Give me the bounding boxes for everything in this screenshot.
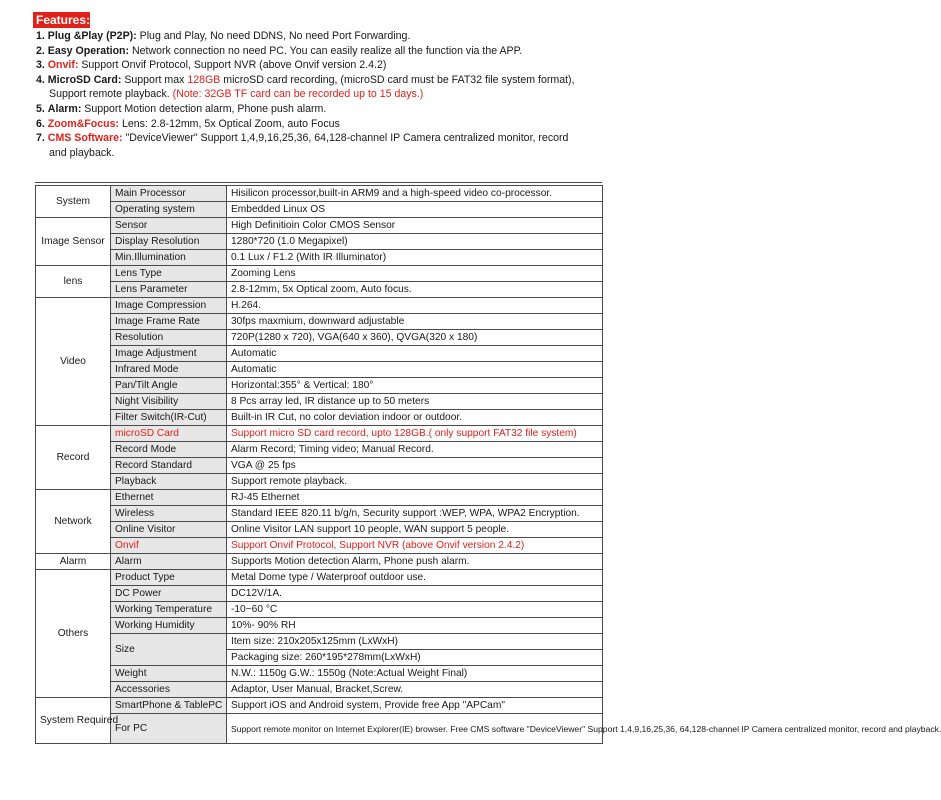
table-row <box>36 538 603 554</box>
feature-title: CMS Software: <box>47 132 123 145</box>
table-row <box>36 698 603 714</box>
spec-value: Support iOS and Android system, Provide free App "APCam" <box>227 698 603 714</box>
spec-value: Support micro SD card record, upto 128GB.( only support FAT32 file system) <box>227 426 603 442</box>
feature-text: Support Motion detection alarm, Phone push alarm. <box>81 102 327 115</box>
spec-value: N.W.: 1150g G.W.: 1550g (Note:Actual Weight Final) <box>227 666 603 682</box>
spec-value: Packaging size: 260*195*278mm(LxWxH) <box>227 650 603 666</box>
category-system: System <box>36 186 111 218</box>
spec-value: -10~60 °C <box>227 602 603 618</box>
spec-value: 720P(1280 x 720), VGA(640 x 360), QVGA(320 x 180) <box>227 330 603 346</box>
table-row <box>36 682 603 698</box>
feature-number: 3. <box>36 59 45 72</box>
spec-label: microSD Card <box>111 426 227 442</box>
feature-item-2 <box>36 44 616 59</box>
features-list <box>36 29 616 160</box>
category-others: Others <box>36 570 111 698</box>
feature-number: 2. <box>36 44 45 57</box>
spec-value: Embedded Linux OS <box>227 202 603 218</box>
features-heading: Features: <box>33 12 90 28</box>
feature-continuation <box>36 87 616 102</box>
spec-value: RJ-45 Ethernet <box>227 490 603 506</box>
table-row <box>36 314 603 330</box>
table-row <box>36 634 603 650</box>
feature-text-2: microSD card recording, (microSD card must be FAT32 file system format), <box>220 73 575 86</box>
spec-label: Resolution <box>111 330 227 346</box>
feature-continuation: and playback. <box>49 146 115 159</box>
table-row <box>36 394 603 410</box>
spec-value: Adaptor, User Manual, Bracket,Screw. <box>227 682 603 698</box>
feature-text-2: Support 1,4,9,16,25,36, 64,128-channel IP Camera centralized monitor, record <box>197 132 569 145</box>
spec-value: DC12V/1A. <box>227 586 603 602</box>
spec-label: For PC <box>111 714 227 744</box>
spec-label: SmartPhone & TablePC <box>111 698 227 714</box>
spec-value: High Definitioin Color CMOS Sensor <box>227 218 603 234</box>
spec-label: Onvif <box>111 538 227 554</box>
category-network: Network <box>36 490 111 554</box>
table-row <box>36 442 603 458</box>
spec-label: Display Resolution <box>111 234 227 250</box>
spec-label: Operating system <box>111 202 227 218</box>
spec-label: Lens Parameter <box>111 282 227 298</box>
feature-text: Support Onvif Protocol, Support NVR (above Onvif version 2.4.2) <box>78 59 387 72</box>
spec-value: 0.1 Lux / F1.2 (With IR Illuminator) <box>227 250 603 266</box>
spec-value: H.264. <box>227 298 603 314</box>
table-row <box>36 602 603 618</box>
spec-label: Sensor <box>111 218 227 234</box>
feature-title: Easy Operation: <box>47 44 130 57</box>
feature-number: 5. <box>36 102 45 115</box>
feature-text-quoted: "DeviceViewer" <box>125 132 198 145</box>
category-video: Video <box>36 298 111 426</box>
spec-value: Horizontal:355° & Vertical: 180° <box>227 378 603 394</box>
table-row <box>36 458 603 474</box>
spec-label: Image Adjustment <box>111 346 227 362</box>
feature-item-3 <box>36 58 616 73</box>
table-row <box>36 218 603 234</box>
category-system-required: System Required <box>36 698 111 744</box>
table-row <box>36 570 603 586</box>
feature-title: Onvif: <box>47 59 79 72</box>
table-row <box>36 330 603 346</box>
spec-label: Image Compression <box>111 298 227 314</box>
feature-number: 1. <box>36 30 45 42</box>
table-row <box>36 250 603 266</box>
spec-label: Infrared Mode <box>111 362 227 378</box>
spec-label: Record Standard <box>111 458 227 474</box>
spec-label: Working Humidity <box>111 618 227 634</box>
table-row <box>36 346 603 362</box>
table-row <box>36 362 603 378</box>
feature-number: 4. <box>36 73 45 86</box>
spec-label: Lens Type <box>111 266 227 282</box>
feature-item-7 <box>36 131 616 160</box>
category-lens: lens <box>36 266 111 298</box>
feature-cont-text: Support remote playback. <box>49 88 173 101</box>
table-row <box>36 586 603 602</box>
spec-value: Online Visitor LAN support 10 people, WAN support 5 people. <box>227 522 603 538</box>
feature-title: MicroSD Card: <box>47 73 122 86</box>
spec-label: Ethernet <box>111 490 227 506</box>
spec-label: Working Temperature <box>111 602 227 618</box>
feature-text: Lens: 2.8-12mm, 5x Optical Zoom, auto Focus <box>119 117 340 130</box>
spec-label: Record Mode <box>111 442 227 458</box>
spec-value: 8 Pcs array led, IR distance up to 50 meters <box>227 394 603 410</box>
feature-item-1 <box>36 29 616 44</box>
table-row <box>36 474 603 490</box>
table-row <box>36 666 603 682</box>
spec-label: Pan/Tilt Angle <box>111 378 227 394</box>
spec-label: Size <box>111 634 227 666</box>
divider <box>35 182 602 183</box>
feature-note: (Note: 32GB TF card can be recorded up to 15 days.) <box>172 88 424 101</box>
feature-title: Plug &Play (P2P): <box>47 30 137 42</box>
spec-value: Automatic <box>227 346 603 362</box>
spec-label: Product Type <box>111 570 227 586</box>
spec-label: Night Visibility <box>111 394 227 410</box>
table-row <box>36 202 603 218</box>
spec-value: 1280*720 (1.0 Megapixel) <box>227 234 603 250</box>
spec-value: Support remote playback. <box>227 474 603 490</box>
feature-number: 6. <box>36 117 45 130</box>
spec-value: Automatic <box>227 362 603 378</box>
spec-value: Item size: 210x205x125mm (LxWxH) <box>227 634 603 650</box>
spec-value: Zooming Lens <box>227 266 603 282</box>
table-row <box>36 426 603 442</box>
spec-value: Support remote monitor on Internet Explorer(IE) browser. Free CMS software "DeviceViewer" Support 1,4,9,16,25,36, 64,128-channel IP Camera centralized monitor, record and playback. <box>227 714 603 744</box>
spec-value: Supports Motion detection Alarm, Phone push alarm. <box>227 554 603 570</box>
feature-item-6 <box>36 117 616 132</box>
spec-label: Playback <box>111 474 227 490</box>
spec-table <box>35 185 941 744</box>
feature-item-5 <box>36 102 616 117</box>
spec-label: Online Visitor <box>111 522 227 538</box>
feature-text: Support max <box>121 73 188 86</box>
spec-value: Support Onvif Protocol, Support NVR (above Onvif version 2.4.2) <box>227 538 603 554</box>
feature-title: Zoom&Focus: <box>47 117 120 130</box>
spec-label: Wireless <box>111 506 227 522</box>
spec-value: 30fps maxmium, downward adjustable <box>227 314 603 330</box>
feature-number: 7. <box>36 132 45 145</box>
table-row <box>36 282 603 298</box>
table-row <box>36 522 603 538</box>
feature-text: Network connection no need PC. You can easily realize all the function via the APP. <box>129 44 523 57</box>
table-row <box>36 378 603 394</box>
category-image-sensor: Image Sensor <box>36 218 111 266</box>
spec-value: 10%- 90% RH <box>227 618 603 634</box>
table-row <box>36 506 603 522</box>
feature-text: Plug and Play, No need DDNS, No need Port Forwarding. <box>136 30 411 42</box>
table-row <box>36 714 603 744</box>
spec-label: Alarm <box>111 554 227 570</box>
spec-value: Built-in IR Cut, no color deviation indoor or outdoor. <box>227 410 603 426</box>
table-row <box>36 234 603 250</box>
category-alarm: Alarm <box>36 554 111 570</box>
table-row <box>36 298 603 314</box>
feature-title: Alarm: <box>47 102 82 115</box>
feature-highlight: 128GB <box>187 73 221 86</box>
table-row <box>36 186 603 202</box>
spec-label: Filter Switch(IR-Cut) <box>111 410 227 426</box>
spec-label: Weight <box>111 666 227 682</box>
spec-value: 2.8-12mm, 5x Optical zoom, Auto focus. <box>227 282 603 298</box>
table-row <box>36 554 603 570</box>
table-row <box>36 490 603 506</box>
table-row <box>36 618 603 634</box>
table-row <box>36 410 603 426</box>
spec-value: VGA @ 25 fps <box>227 458 603 474</box>
spec-label: Min.Illumination <box>111 250 227 266</box>
spec-label: Accessories <box>111 682 227 698</box>
spec-label: DC Power <box>111 586 227 602</box>
spec-value: Standard IEEE 820.11 b/g/n, Security support :WEP, WPA, WPA2 Encryption. <box>227 506 603 522</box>
feature-item-4 <box>36 73 616 102</box>
spec-label: Main Processor <box>111 186 227 202</box>
table-row <box>36 266 603 282</box>
spec-value: Alarm Record; Timing video; Manual Record. <box>227 442 603 458</box>
spec-value: Hisilicon processor,built-in ARM9 and a high-speed video co-processor. <box>227 186 603 202</box>
spec-label: Image Frame Rate <box>111 314 227 330</box>
spec-value: Metal Dome type / Waterproof outdoor use. <box>227 570 603 586</box>
category-record: Record <box>36 426 111 490</box>
